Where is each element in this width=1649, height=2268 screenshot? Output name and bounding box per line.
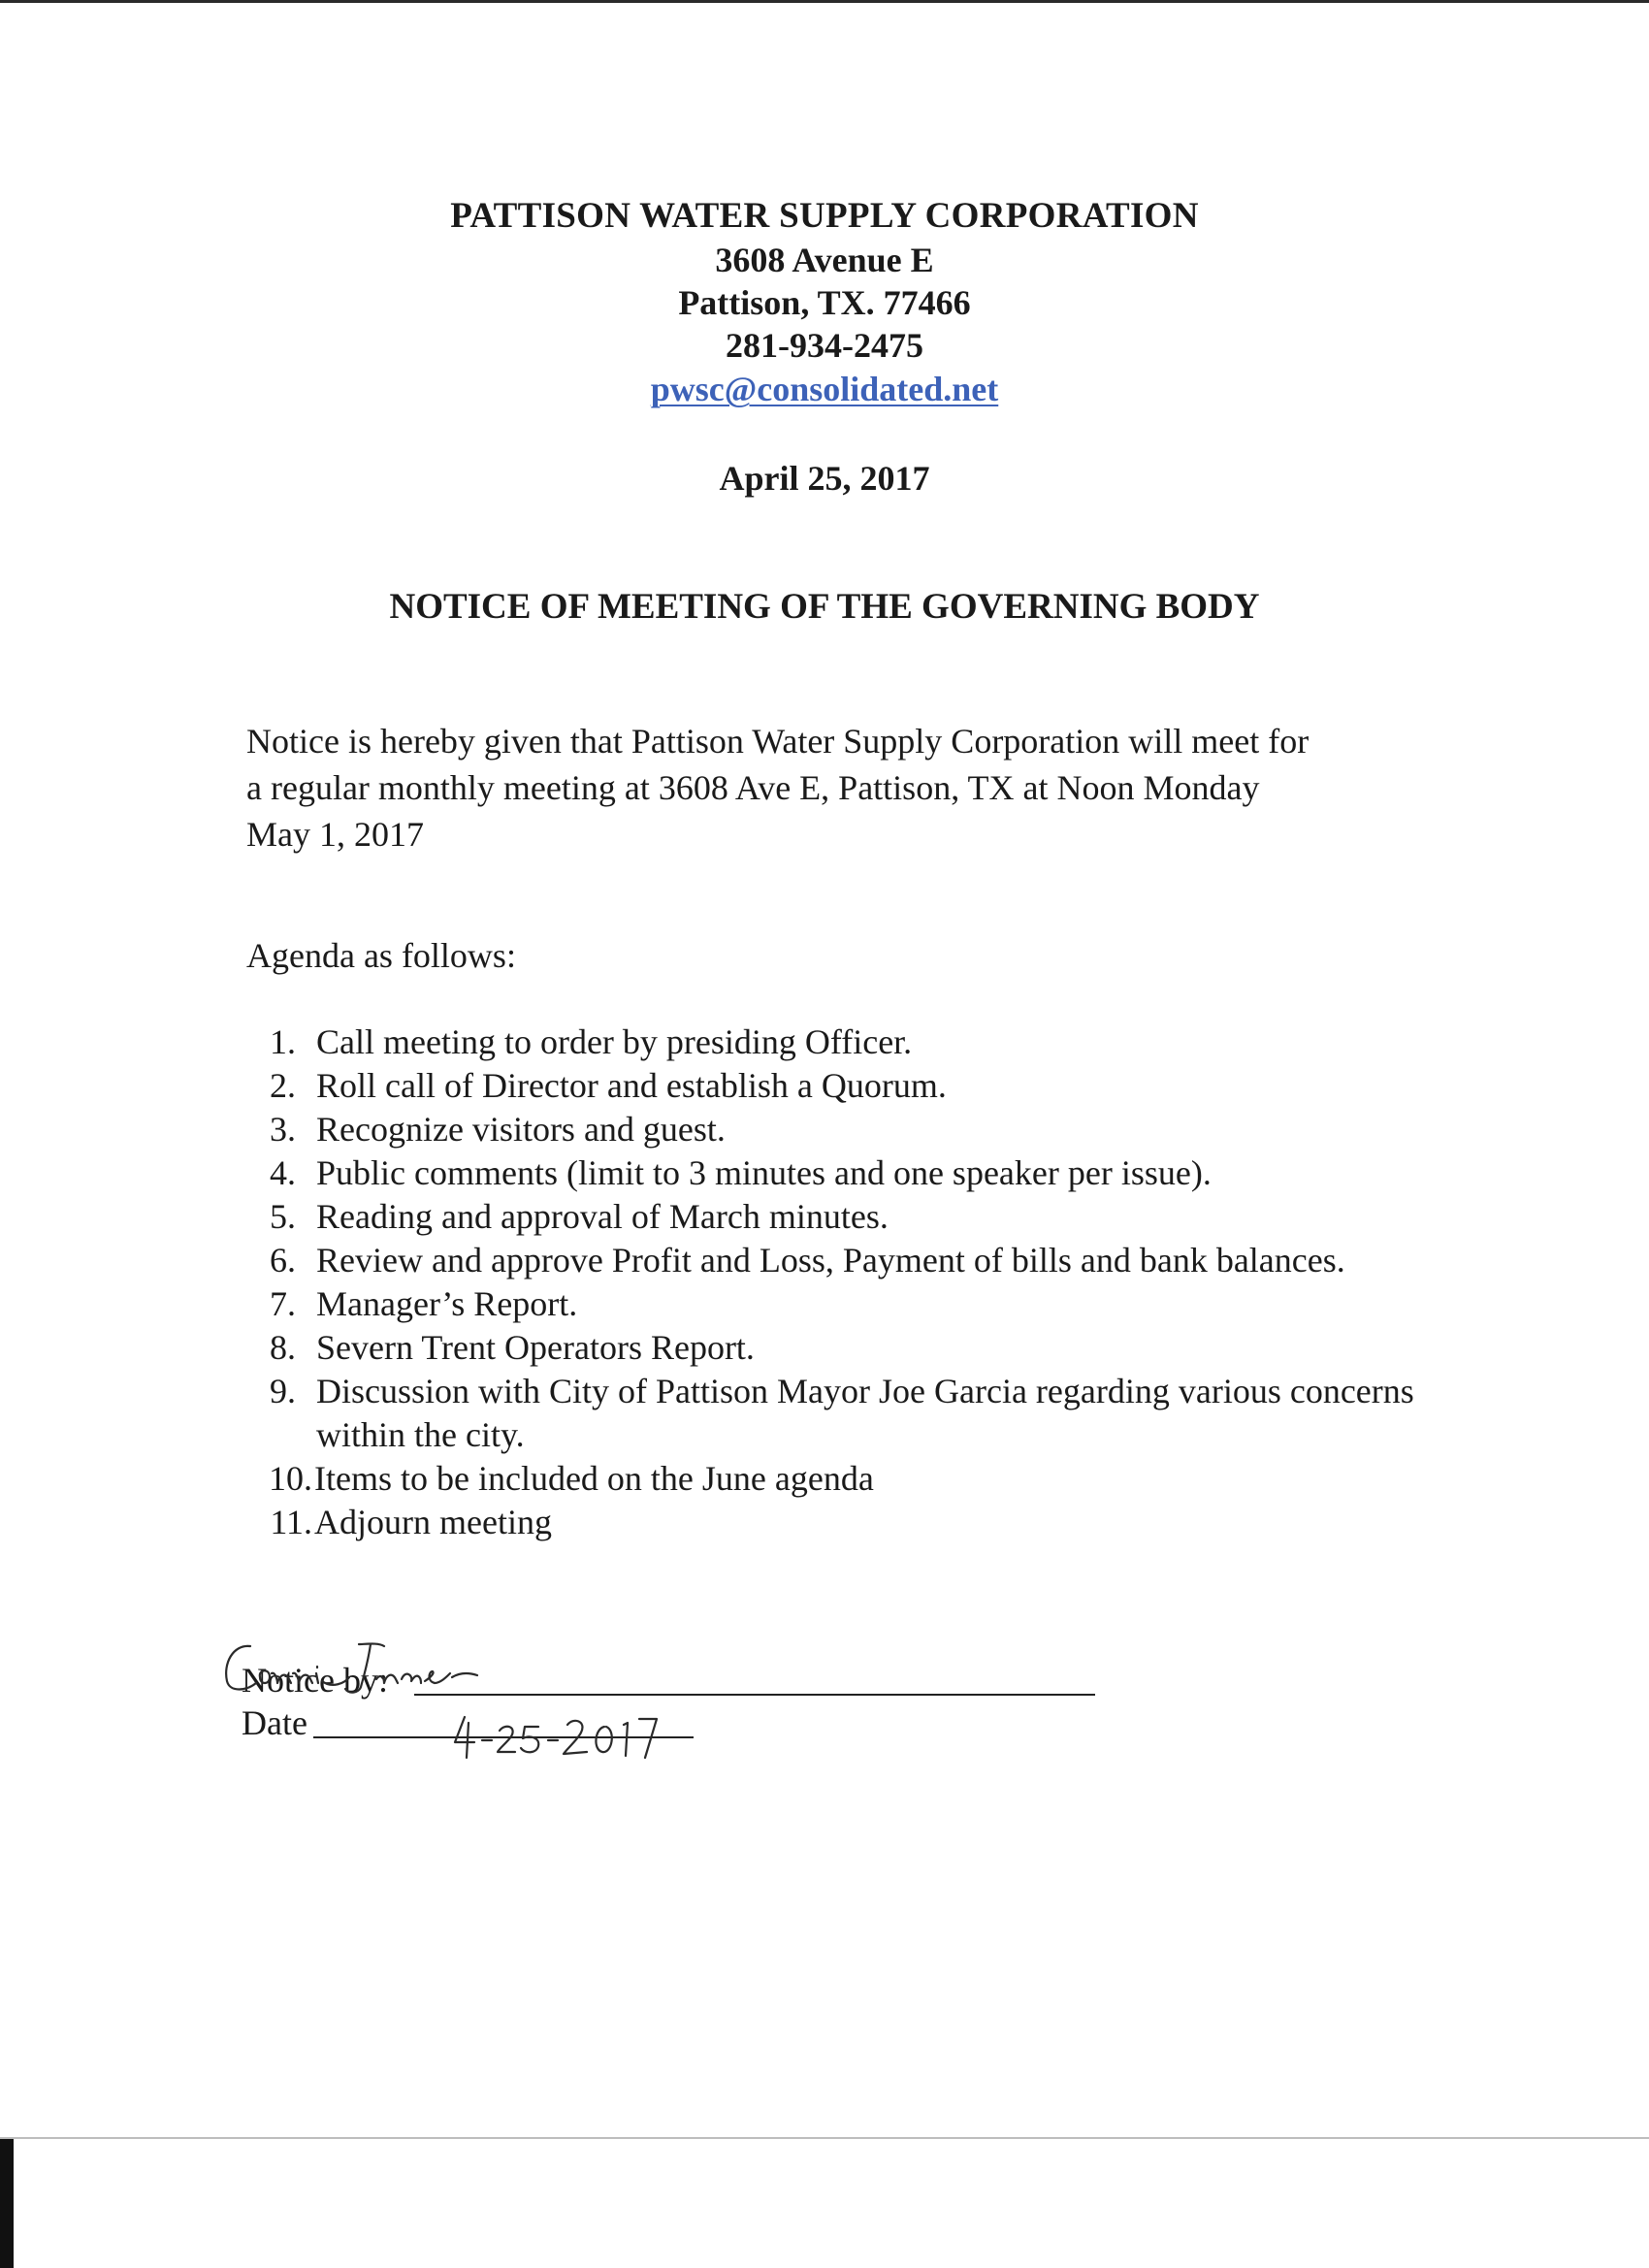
agenda-item-number: 8. (270, 1328, 296, 1367)
agenda-item (246, 1282, 1410, 1326)
agenda-item (246, 1501, 1410, 1544)
agenda-item (246, 1457, 1410, 1501)
agenda-item-number: 4. (270, 1153, 296, 1192)
agenda-item-number: 2. (270, 1066, 296, 1105)
intro-paragraph (246, 718, 1449, 858)
agenda-item (246, 1064, 1410, 1108)
company-address: 3608 Avenue E (715, 241, 934, 279)
agenda-item-text: Adjourn meeting (314, 1503, 552, 1541)
agenda-item-text: Reading and approval of March minutes. (316, 1197, 889, 1236)
scan-bottom-divider (0, 2137, 1649, 2139)
agenda-item-number: 10. (269, 1459, 312, 1498)
letterhead (0, 194, 1649, 411)
agenda-item-text: Review and approve Profit and Loss, Payment of bills and bank balances. (316, 1241, 1345, 1280)
agenda-item (246, 1021, 1410, 1064)
agenda-item-text: Roll call of Director and establish a Quorum. (316, 1066, 947, 1105)
notice-by-label: Notice by: (242, 1661, 388, 1700)
intro-line: Notice is hereby given that Pattison Water Supply Corporation will meet for (246, 722, 1310, 761)
date-label: Date (242, 1703, 307, 1742)
company-city: Pattison, TX. 77466 (678, 283, 971, 322)
agenda-item-text: Manager’s Report. (316, 1284, 578, 1323)
agenda-item-text: Call meeting to order by presiding Officer. (316, 1022, 913, 1061)
agenda-item-number: 9. (270, 1372, 296, 1410)
agenda-item-text: Public comments (limit to 3 minutes and one speaker per issue). (316, 1153, 1212, 1192)
handwritten-date (451, 1709, 664, 1767)
agenda-item-number: 11. (270, 1503, 312, 1541)
agenda-item-number: 1. (270, 1022, 296, 1061)
agenda-item-text: Discussion with City of Pattison Mayor Joe Garcia regarding various concerns within the city. (316, 1372, 1414, 1454)
agenda-item-text: Recognize visitors and guest. (316, 1110, 726, 1149)
document-date: April 25, 2017 (719, 459, 930, 498)
scan-left-edge (0, 2139, 14, 2268)
agenda-item-number: 7. (270, 1284, 296, 1323)
agenda-item (246, 1195, 1410, 1239)
company-email-link[interactable]: pwsc@consolidated.net (650, 370, 999, 408)
agenda-item (246, 1370, 1461, 1457)
agenda-list (246, 1021, 1414, 1544)
agenda-item (246, 1151, 1410, 1195)
notice-title: NOTICE OF MEETING OF THE GOVERNING BODY (389, 587, 1260, 627)
company-name: PATTISON WATER SUPPLY CORPORATION (450, 196, 1199, 236)
handwritten-signature (213, 1635, 524, 1702)
agenda-heading: Agenda as follows: (246, 936, 516, 975)
agenda-item-number: 6. (270, 1241, 296, 1280)
intro-line: a regular monthly meeting at 3608 Ave E, Pattison, TX at Noon Monday (246, 768, 1260, 807)
intro-line: May 1, 2017 (246, 815, 424, 854)
agenda-item-number: 3. (270, 1110, 296, 1149)
agenda-item (246, 1326, 1410, 1370)
agenda-item (246, 1239, 1364, 1282)
company-phone: 281-934-2475 (726, 326, 923, 365)
date-row (242, 1701, 388, 1744)
agenda-item (246, 1108, 1410, 1151)
agenda-item-text: Severn Trent Operators Report. (316, 1328, 755, 1367)
scan-top-edge (0, 0, 1649, 3)
agenda-item-number: 5. (270, 1197, 296, 1236)
agenda-item-text: Items to be included on the June agenda (314, 1459, 874, 1498)
